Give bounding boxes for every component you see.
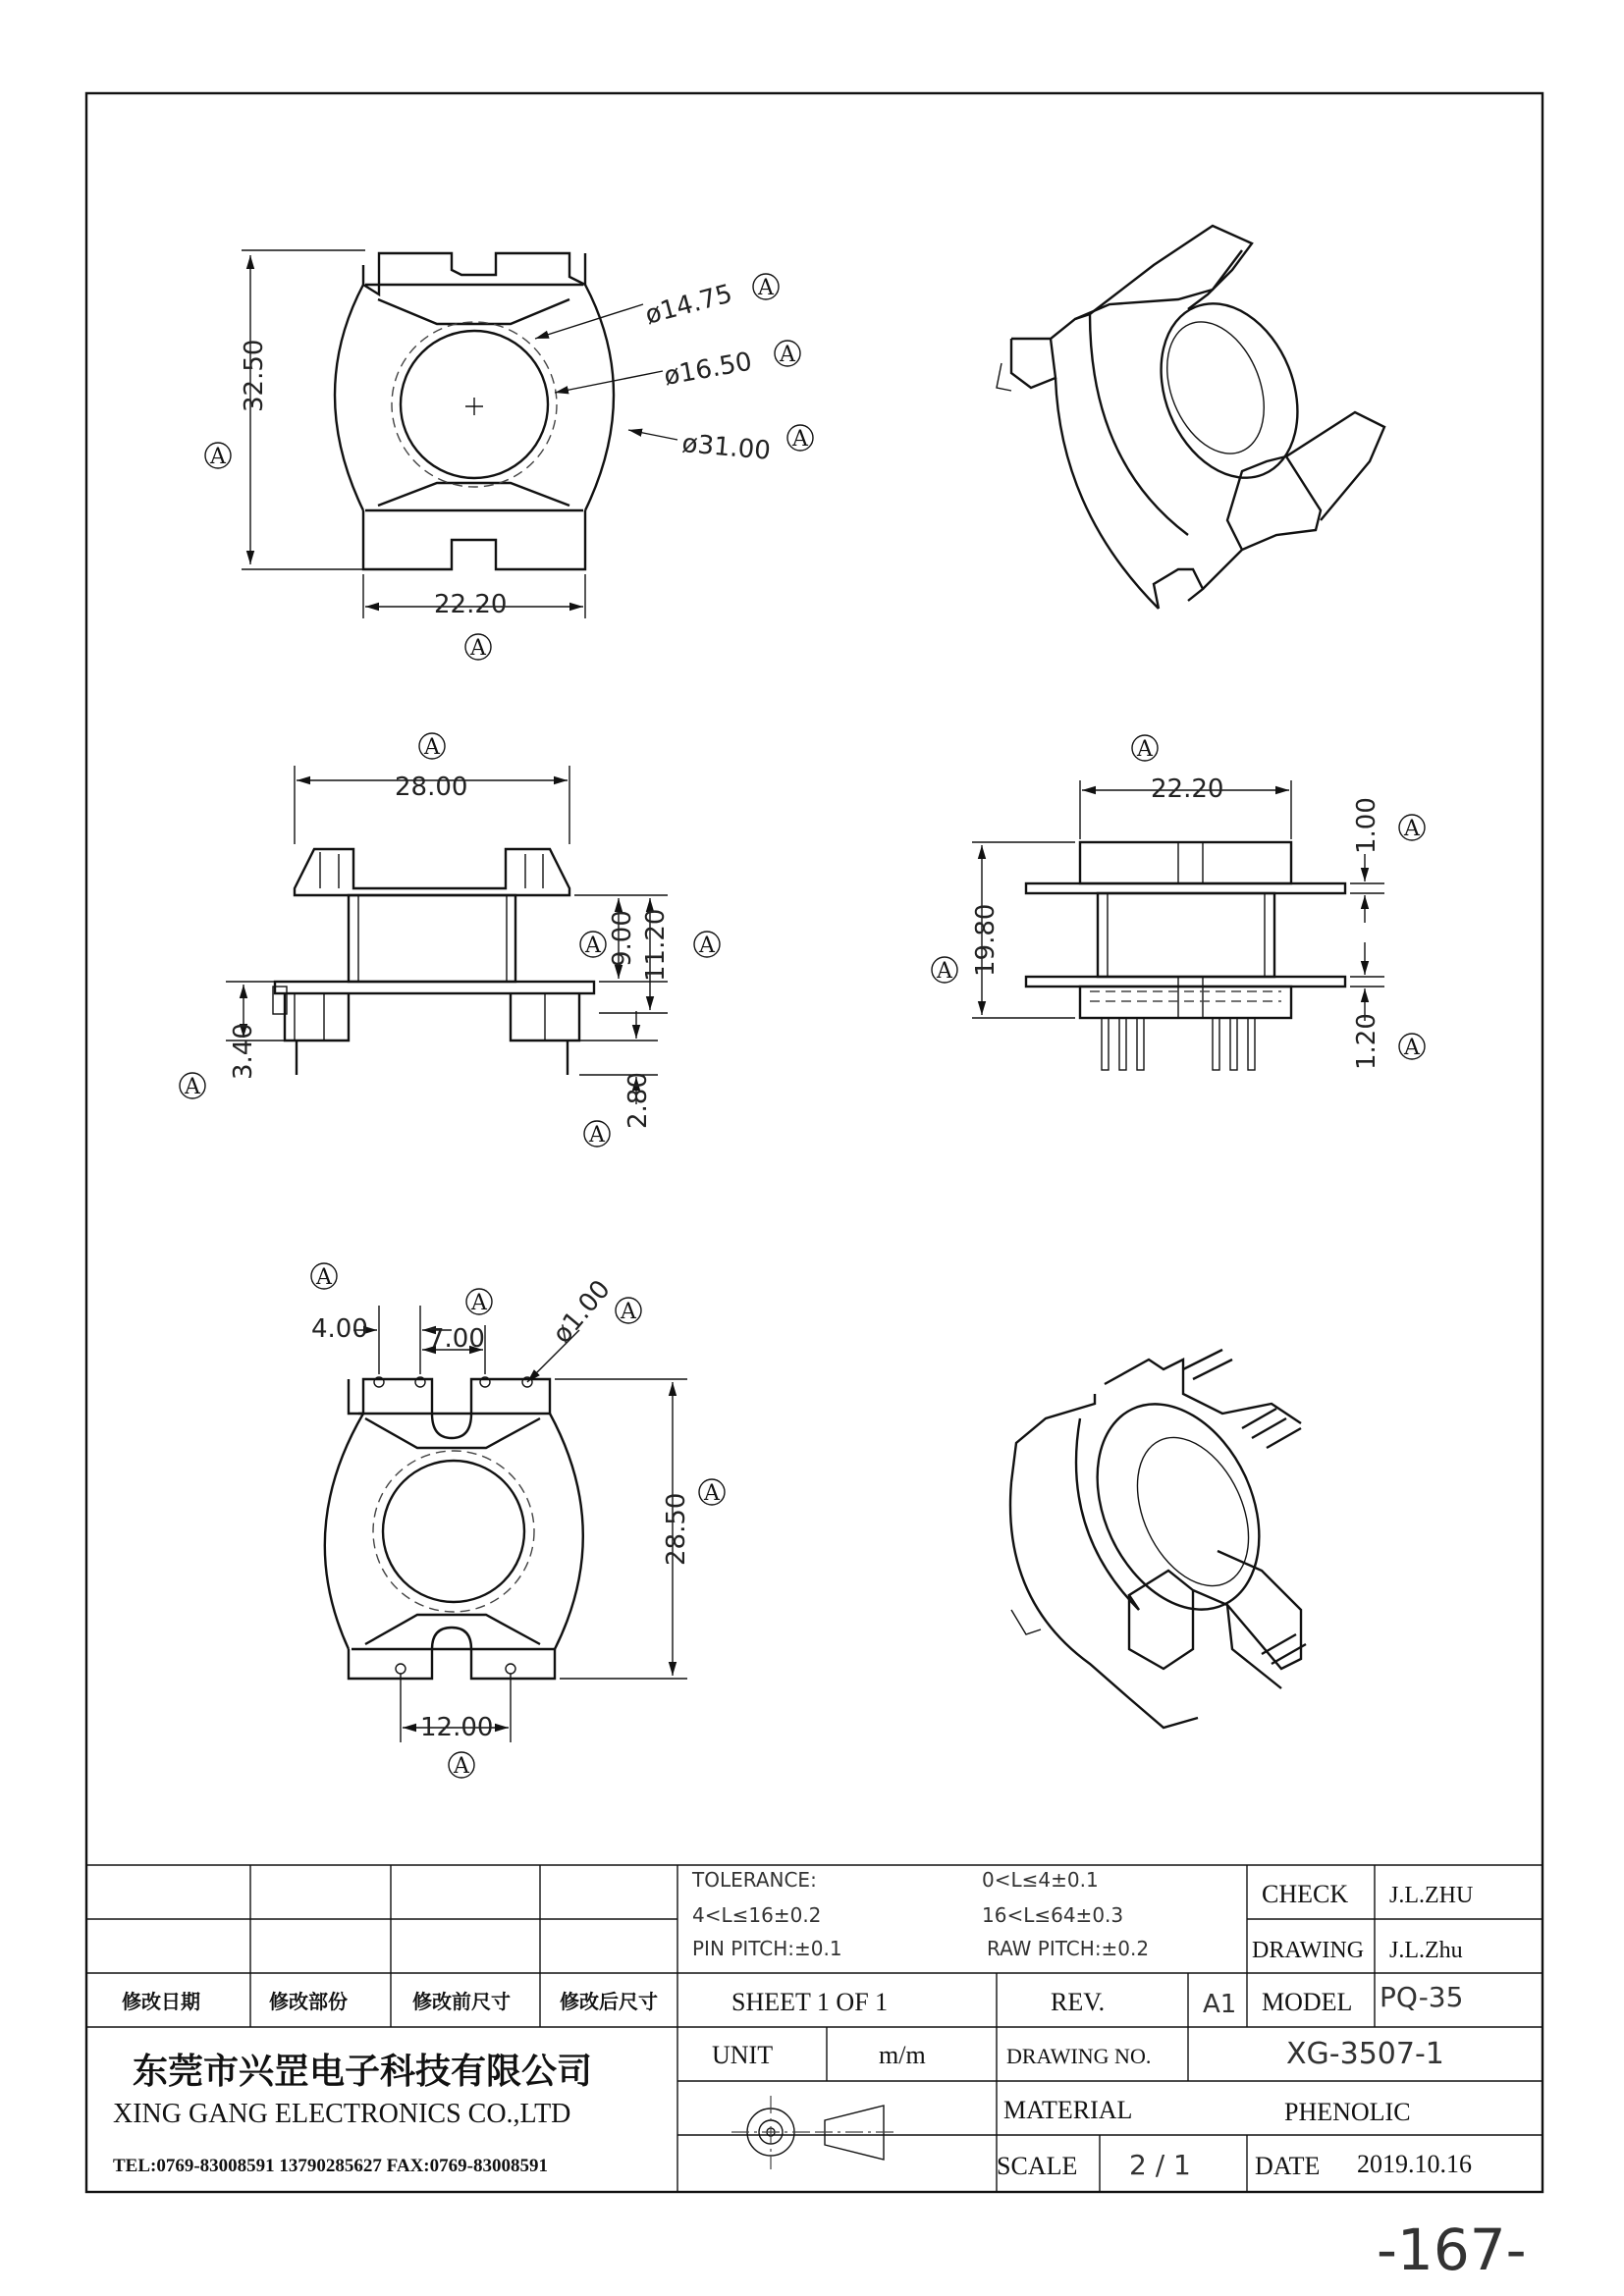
- material-label: MATERIAL: [1003, 2096, 1133, 2124]
- sheet-count: SHEET 1 OF 1: [731, 1988, 889, 2016]
- ref-mark: A: [780, 343, 795, 367]
- top-dia-outer: ø31.00: [680, 429, 773, 466]
- bottom-row-spacing: 12.00: [420, 1713, 494, 1742]
- bottom-pin-spacing: 7.00: [428, 1324, 485, 1354]
- drawing-value: J.L.Zhu: [1389, 1938, 1463, 1963]
- scale-value: 2 / 1: [1129, 2149, 1191, 2181]
- ref-mark: A: [1137, 737, 1153, 762]
- drawing-no-label: DRAWING NO.: [1006, 2044, 1152, 2068]
- side-view: [932, 735, 1425, 1070]
- ref-mark: A: [470, 636, 486, 661]
- side-bottom-flange: 1.20: [1352, 1013, 1381, 1070]
- ref-mark: A: [758, 276, 774, 300]
- side-top-flange: 1.00: [1352, 797, 1381, 854]
- rev-label: REV.: [1051, 1988, 1106, 2016]
- top-dia-inner: ø14.75: [642, 279, 736, 331]
- rev-header-part: 修改部份: [269, 1992, 348, 2013]
- unit-label: UNIT: [712, 2041, 774, 2069]
- rev-header-after: 修改后尺寸: [560, 1992, 658, 2013]
- pin-pitch: PIN PITCH:±0.1: [692, 1937, 842, 1960]
- ref-mark: A: [424, 735, 440, 760]
- page-number: -167-: [1377, 2216, 1527, 2283]
- front-body-height: 11.20: [641, 908, 671, 982]
- ref-mark: A: [210, 445, 226, 469]
- ref-mark: A: [589, 1123, 605, 1148]
- company-name-cn: 东莞市兴罡电子科技有限公司: [133, 2052, 593, 2091]
- rev-header-before: 修改前尺寸: [412, 1992, 511, 2013]
- unit-value: m/m: [879, 2041, 926, 2069]
- tolerance-2: 4<L≤16±0.2: [692, 1903, 822, 1927]
- ref-mark: A: [316, 1265, 332, 1290]
- date-value: 2019.10.16: [1357, 2150, 1472, 2178]
- ref-mark: A: [1404, 817, 1420, 841]
- drawing-no-value: XG-3507-1: [1286, 2037, 1444, 2071]
- check-value: J.L.ZHU: [1389, 1883, 1474, 1908]
- ref-mark: A: [937, 959, 952, 984]
- model-label: MODEL: [1262, 1988, 1353, 2016]
- top-dia-mid: ø16.50: [662, 347, 755, 392]
- ref-mark: A: [704, 1481, 720, 1506]
- date-label: DATE: [1255, 2152, 1321, 2180]
- isometric-view-top: [997, 226, 1384, 609]
- front-view: [180, 733, 720, 1148]
- ref-mark: A: [185, 1075, 200, 1099]
- top-view: [205, 250, 813, 661]
- side-height-dim: 19.80: [971, 903, 1001, 977]
- front-pin-length: 2.80: [623, 1072, 653, 1129]
- isometric-view-bottom: [1010, 1350, 1306, 1728]
- ref-mark: A: [471, 1291, 487, 1315]
- ref-mark: A: [792, 427, 808, 452]
- material-value: PHENOLIC: [1284, 2098, 1411, 2126]
- rev-header-date: 修改日期: [122, 1992, 200, 2013]
- bottom-height-dim: 28.50: [662, 1492, 691, 1566]
- scale-label: SCALE: [997, 2152, 1078, 2180]
- top-width-dim: 22.20: [434, 590, 508, 619]
- company-contact: TEL:0769-83008591 13790285627 FAX:0769-83008591: [113, 2156, 548, 2176]
- bottom-view: [311, 1263, 725, 1779]
- projection-symbol: [731, 2096, 898, 2169]
- rev-value: A1: [1203, 1990, 1237, 2019]
- ref-mark: A: [699, 934, 715, 958]
- side-width-dim: 22.20: [1151, 774, 1224, 804]
- ref-mark: A: [585, 934, 601, 958]
- ref-mark: A: [621, 1300, 636, 1324]
- model-value: PQ-35: [1380, 1981, 1464, 2013]
- raw-pitch: RAW PITCH:±0.2: [987, 1937, 1150, 1960]
- tolerance-label: TOLERANCE:: [692, 1868, 817, 1892]
- drawing-label: DRAWING: [1252, 1938, 1365, 1963]
- tolerance-3: 16<L≤64±0.3: [982, 1903, 1124, 1927]
- tolerance-1: 0<L≤4±0.1: [982, 1868, 1099, 1892]
- front-pin-standoff: 3.40: [229, 1023, 258, 1080]
- company-name-en: XING GANG ELECTRONICS CO.,LTD: [113, 2099, 571, 2129]
- ref-mark: A: [454, 1754, 469, 1779]
- bottom-pin-offset: 4.00: [311, 1314, 368, 1344]
- front-flange-gap: 9.00: [608, 910, 637, 967]
- top-height-dim: 32.50: [240, 339, 269, 412]
- front-width-dim: 28.00: [395, 773, 468, 802]
- title-block: [86, 1865, 1543, 2192]
- ref-mark: A: [1404, 1036, 1420, 1060]
- bottom-pin-hole: ø1.00: [547, 1274, 617, 1350]
- check-label: CHECK: [1262, 1880, 1349, 1908]
